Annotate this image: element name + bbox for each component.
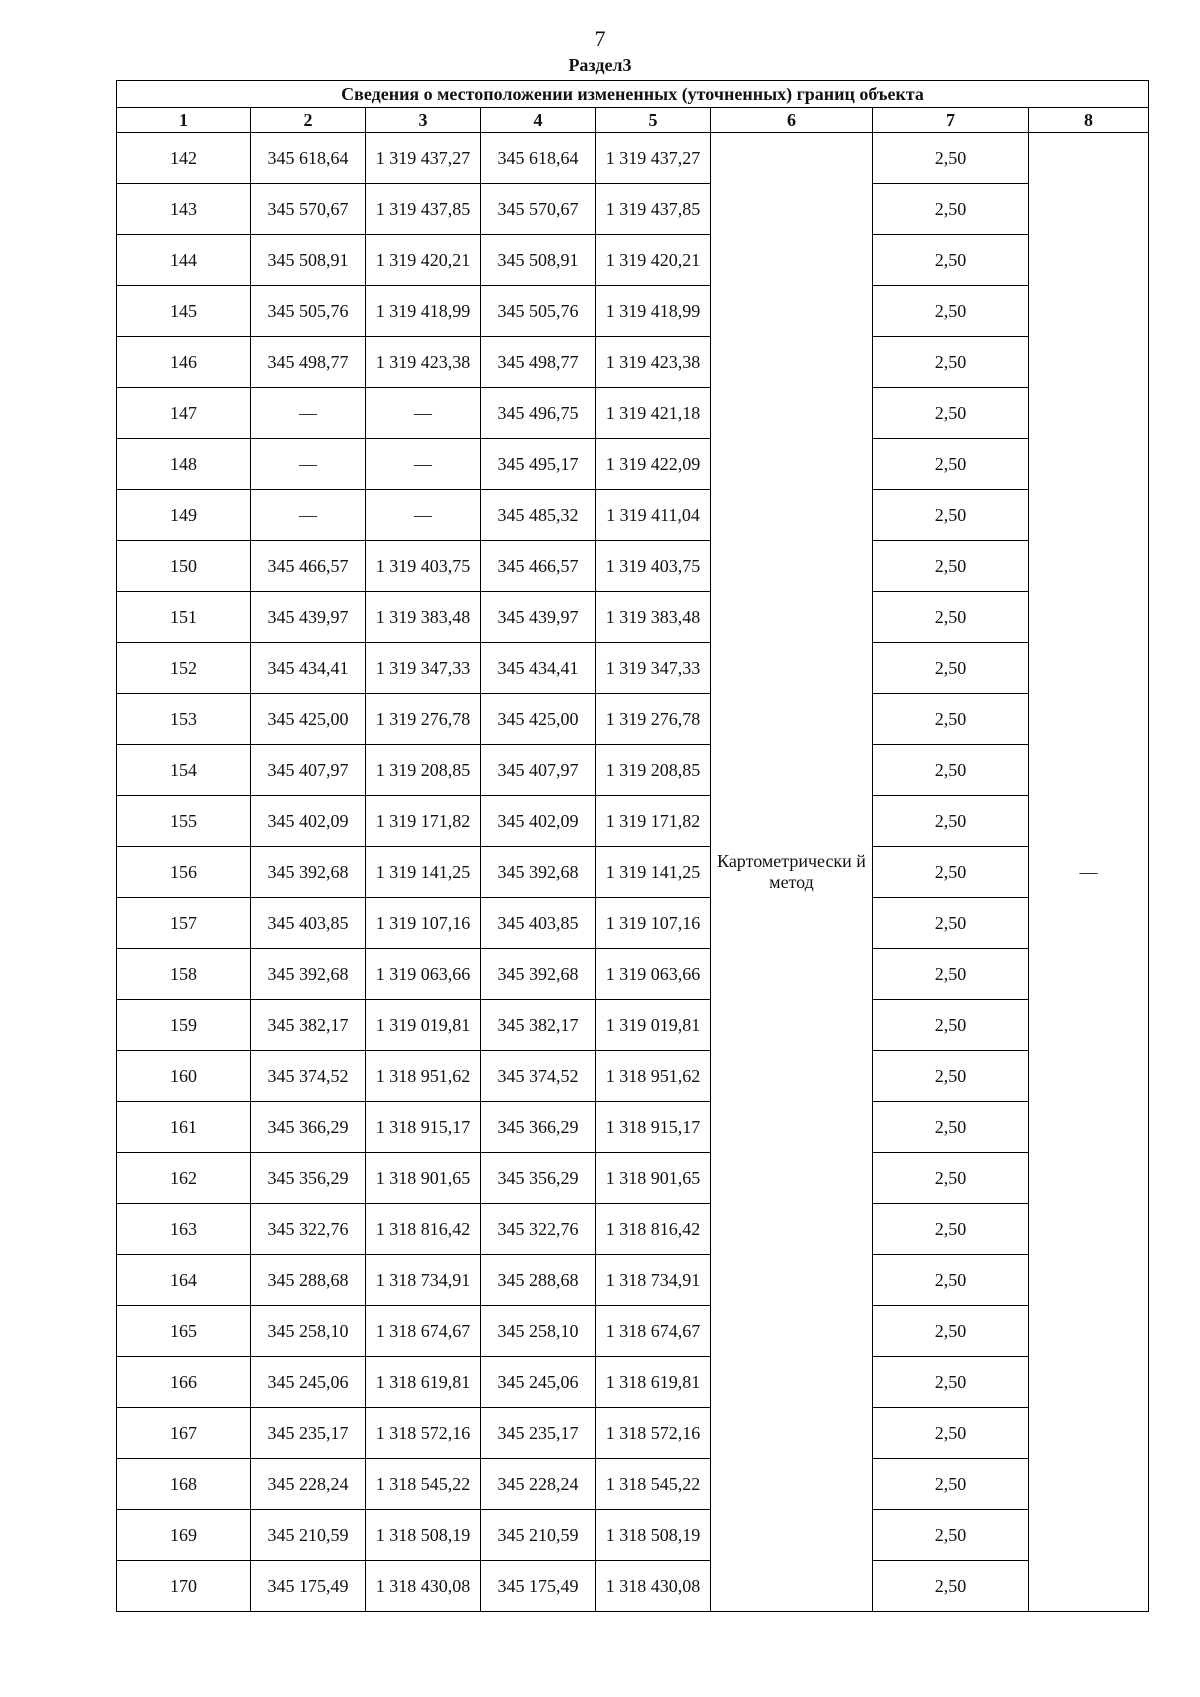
old-y-cell: 1 318 430,08 <box>366 1561 481 1612</box>
method-cell: Картометрически й метод <box>711 133 873 1612</box>
old-x-cell: 345 403,85 <box>251 898 366 949</box>
new-x-cell: 345 366,29 <box>481 1102 596 1153</box>
old-y-cell: 1 319 418,99 <box>366 286 481 337</box>
precision-cell: 2,50 <box>873 388 1029 439</box>
new-x-cell: 345 374,52 <box>481 1051 596 1102</box>
column-number-4: 4 <box>481 108 596 133</box>
new-y-cell: 1 319 171,82 <box>596 796 711 847</box>
precision-cell: 2,50 <box>873 337 1029 388</box>
precision-cell: 2,50 <box>873 745 1029 796</box>
point-number-cell: 151 <box>117 592 251 643</box>
precision-cell: 2,50 <box>873 286 1029 337</box>
table-row <box>117 643 1149 694</box>
table-row <box>117 796 1149 847</box>
new-y-cell: 1 319 276,78 <box>596 694 711 745</box>
precision-cell: 2,50 <box>873 439 1029 490</box>
new-y-cell: 1 319 437,27 <box>596 133 711 184</box>
new-y-cell: 1 319 141,25 <box>596 847 711 898</box>
precision-cell: 2,50 <box>873 592 1029 643</box>
precision-cell: 2,50 <box>873 541 1029 592</box>
old-x-cell: 345 425,00 <box>251 694 366 745</box>
coordinates-table <box>116 80 1149 1612</box>
table-row <box>117 133 1149 184</box>
new-y-cell: 1 318 901,65 <box>596 1153 711 1204</box>
precision-cell: 2,50 <box>873 643 1029 694</box>
new-y-cell: 1 318 572,16 <box>596 1408 711 1459</box>
point-number-cell: 168 <box>117 1459 251 1510</box>
precision-cell: 2,50 <box>873 1102 1029 1153</box>
precision-cell: 2,50 <box>873 490 1029 541</box>
column-8-value: — <box>1029 133 1149 1612</box>
old-y-cell: 1 319 437,27 <box>366 133 481 184</box>
new-y-cell: 1 318 545,22 <box>596 1459 711 1510</box>
old-y-cell: 1 318 545,22 <box>366 1459 481 1510</box>
old-y-cell: — <box>366 388 481 439</box>
old-x-cell: 345 210,59 <box>251 1510 366 1561</box>
precision-cell: 2,50 <box>873 1459 1029 1510</box>
old-y-cell: 1 318 508,19 <box>366 1510 481 1561</box>
old-y-cell: 1 318 674,67 <box>366 1306 481 1357</box>
table-row <box>117 1306 1149 1357</box>
old-x-cell: 345 508,91 <box>251 235 366 286</box>
point-number-cell: 157 <box>117 898 251 949</box>
point-number-cell: 147 <box>117 388 251 439</box>
old-x-cell: 345 407,97 <box>251 745 366 796</box>
point-number-cell: 164 <box>117 1255 251 1306</box>
old-y-cell: 1 318 915,17 <box>366 1102 481 1153</box>
table-row <box>117 1459 1149 1510</box>
table-row <box>117 1102 1149 1153</box>
point-number-cell: 154 <box>117 745 251 796</box>
new-x-cell: 345 392,68 <box>481 847 596 898</box>
old-x-cell: 345 228,24 <box>251 1459 366 1510</box>
old-y-cell: 1 319 403,75 <box>366 541 481 592</box>
new-x-cell: 345 434,41 <box>481 643 596 694</box>
table-row <box>117 337 1149 388</box>
table-row <box>117 235 1149 286</box>
point-number-cell: 155 <box>117 796 251 847</box>
old-x-cell: 345 498,77 <box>251 337 366 388</box>
table-row <box>117 847 1149 898</box>
point-number-cell: 143 <box>117 184 251 235</box>
precision-cell: 2,50 <box>873 1306 1029 1357</box>
old-y-cell: 1 319 420,21 <box>366 235 481 286</box>
new-x-cell: 345 356,29 <box>481 1153 596 1204</box>
table-row <box>117 592 1149 643</box>
point-number-cell: 167 <box>117 1408 251 1459</box>
new-y-cell: 1 319 418,99 <box>596 286 711 337</box>
point-number-cell: 159 <box>117 1000 251 1051</box>
old-y-cell: 1 318 816,42 <box>366 1204 481 1255</box>
old-x-cell: 345 366,29 <box>251 1102 366 1153</box>
old-x-cell: 345 439,97 <box>251 592 366 643</box>
precision-cell: 2,50 <box>873 847 1029 898</box>
old-y-cell: 1 318 734,91 <box>366 1255 481 1306</box>
table-row <box>117 1357 1149 1408</box>
new-x-cell: 345 382,17 <box>481 1000 596 1051</box>
precision-cell: 2,50 <box>873 796 1029 847</box>
old-x-cell: 345 356,29 <box>251 1153 366 1204</box>
new-y-cell: 1 318 816,42 <box>596 1204 711 1255</box>
point-number-cell: 146 <box>117 337 251 388</box>
old-y-cell: 1 319 019,81 <box>366 1000 481 1051</box>
table-row <box>117 1561 1149 1612</box>
precision-cell: 2,50 <box>873 1561 1029 1612</box>
new-x-cell: 345 495,17 <box>481 439 596 490</box>
new-y-cell: 1 319 437,85 <box>596 184 711 235</box>
point-number-cell: 145 <box>117 286 251 337</box>
new-y-cell: 1 318 430,08 <box>596 1561 711 1612</box>
precision-cell: 2,50 <box>873 694 1029 745</box>
point-number-cell: 170 <box>117 1561 251 1612</box>
point-number-cell: 163 <box>117 1204 251 1255</box>
new-x-cell: 345 228,24 <box>481 1459 596 1510</box>
column-number-2: 2 <box>251 108 366 133</box>
old-y-cell: 1 318 951,62 <box>366 1051 481 1102</box>
old-x-cell: 345 434,41 <box>251 643 366 694</box>
old-y-cell: — <box>366 490 481 541</box>
precision-cell: 2,50 <box>873 184 1029 235</box>
new-y-cell: 1 319 107,16 <box>596 898 711 949</box>
new-x-cell: 345 392,68 <box>481 949 596 1000</box>
column-number-8: 8 <box>1029 108 1149 133</box>
old-x-cell: 345 235,17 <box>251 1408 366 1459</box>
table-row <box>117 1051 1149 1102</box>
precision-cell: 2,50 <box>873 1000 1029 1051</box>
column-number-1: 1 <box>117 108 251 133</box>
old-x-cell: — <box>251 439 366 490</box>
point-number-cell: 144 <box>117 235 251 286</box>
new-y-cell: 1 318 915,17 <box>596 1102 711 1153</box>
table-row <box>117 184 1149 235</box>
new-y-cell: 1 319 411,04 <box>596 490 711 541</box>
precision-cell: 2,50 <box>873 1510 1029 1561</box>
new-y-cell: 1 319 421,18 <box>596 388 711 439</box>
table-row <box>117 1000 1149 1051</box>
new-y-cell: 1 319 208,85 <box>596 745 711 796</box>
table-row <box>117 1408 1149 1459</box>
point-number-cell: 142 <box>117 133 251 184</box>
table-row <box>117 490 1149 541</box>
old-y-cell: 1 319 107,16 <box>366 898 481 949</box>
old-y-cell: 1 319 141,25 <box>366 847 481 898</box>
old-x-cell: 345 258,10 <box>251 1306 366 1357</box>
new-y-cell: 1 319 019,81 <box>596 1000 711 1051</box>
old-y-cell: 1 319 063,66 <box>366 949 481 1000</box>
new-x-cell: 345 425,00 <box>481 694 596 745</box>
new-x-cell: 345 618,64 <box>481 133 596 184</box>
point-number-cell: 160 <box>117 1051 251 1102</box>
new-y-cell: 1 318 674,67 <box>596 1306 711 1357</box>
point-number-cell: 148 <box>117 439 251 490</box>
new-x-cell: 345 496,75 <box>481 388 596 439</box>
column-number-5: 5 <box>596 108 711 133</box>
column-number-row <box>117 108 1149 133</box>
old-x-cell: 345 382,17 <box>251 1000 366 1051</box>
new-x-cell: 345 175,49 <box>481 1561 596 1612</box>
precision-cell: 2,50 <box>873 1255 1029 1306</box>
precision-cell: 2,50 <box>873 1357 1029 1408</box>
new-y-cell: 1 319 423,38 <box>596 337 711 388</box>
old-y-cell: 1 318 619,81 <box>366 1357 481 1408</box>
point-number-cell: 161 <box>117 1102 251 1153</box>
point-number-cell: 166 <box>117 1357 251 1408</box>
new-x-cell: 345 505,76 <box>481 286 596 337</box>
page-number: 7 <box>594 26 606 51</box>
column-number-6: 6 <box>711 108 873 133</box>
new-y-cell: 1 318 734,91 <box>596 1255 711 1306</box>
table-row <box>117 1255 1149 1306</box>
old-x-cell: 345 505,76 <box>251 286 366 337</box>
new-x-cell: 345 245,06 <box>481 1357 596 1408</box>
new-x-cell: 345 508,91 <box>481 235 596 286</box>
table-row <box>117 439 1149 490</box>
precision-cell: 2,50 <box>873 1408 1029 1459</box>
point-number-cell: 165 <box>117 1306 251 1357</box>
new-x-cell: 345 210,59 <box>481 1510 596 1561</box>
new-y-cell: 1 318 508,19 <box>596 1510 711 1561</box>
table-row <box>117 694 1149 745</box>
old-x-cell: 345 466,57 <box>251 541 366 592</box>
old-x-cell: 345 570,67 <box>251 184 366 235</box>
new-x-cell: 345 407,97 <box>481 745 596 796</box>
old-x-cell: 345 392,68 <box>251 847 366 898</box>
old-x-cell: 345 618,64 <box>251 133 366 184</box>
new-y-cell: 1 319 383,48 <box>596 592 711 643</box>
table-body <box>117 133 1149 1612</box>
point-number-cell: 169 <box>117 1510 251 1561</box>
new-x-cell: 345 258,10 <box>481 1306 596 1357</box>
table-row <box>117 541 1149 592</box>
table-row <box>117 1153 1149 1204</box>
old-y-cell: 1 319 276,78 <box>366 694 481 745</box>
old-y-cell: 1 319 437,85 <box>366 184 481 235</box>
table-caption: Сведения о местоположении измененных (уточненных) границ объекта <box>117 81 1149 108</box>
point-number-cell: 156 <box>117 847 251 898</box>
point-number-cell: 158 <box>117 949 251 1000</box>
new-y-cell: 1 319 063,66 <box>596 949 711 1000</box>
old-y-cell: 1 319 423,38 <box>366 337 481 388</box>
precision-cell: 2,50 <box>873 949 1029 1000</box>
precision-cell: 2,50 <box>873 1204 1029 1255</box>
table-row <box>117 1510 1149 1561</box>
old-y-cell: — <box>366 439 481 490</box>
column-number-7: 7 <box>873 108 1029 133</box>
new-x-cell: 345 466,57 <box>481 541 596 592</box>
table-row <box>117 286 1149 337</box>
new-y-cell: 1 318 619,81 <box>596 1357 711 1408</box>
new-x-cell: 345 570,67 <box>481 184 596 235</box>
old-y-cell: 1 318 901,65 <box>366 1153 481 1204</box>
new-x-cell: 345 402,09 <box>481 796 596 847</box>
old-x-cell: 345 402,09 <box>251 796 366 847</box>
old-x-cell: 345 175,49 <box>251 1561 366 1612</box>
old-x-cell: 345 288,68 <box>251 1255 366 1306</box>
table-row <box>117 1204 1149 1255</box>
old-x-cell: 345 392,68 <box>251 949 366 1000</box>
precision-cell: 2,50 <box>873 235 1029 286</box>
old-y-cell: 1 319 208,85 <box>366 745 481 796</box>
old-y-cell: 1 318 572,16 <box>366 1408 481 1459</box>
table-row <box>117 388 1149 439</box>
old-x-cell: — <box>251 388 366 439</box>
new-y-cell: 1 319 403,75 <box>596 541 711 592</box>
new-x-cell: 345 403,85 <box>481 898 596 949</box>
old-y-cell: 1 319 347,33 <box>366 643 481 694</box>
old-x-cell: 345 322,76 <box>251 1204 366 1255</box>
section-title: Раздел3 <box>568 55 632 75</box>
new-x-cell: 345 322,76 <box>481 1204 596 1255</box>
precision-cell: 2,50 <box>873 133 1029 184</box>
point-number-cell: 150 <box>117 541 251 592</box>
precision-cell: 2,50 <box>873 898 1029 949</box>
new-y-cell: 1 319 347,33 <box>596 643 711 694</box>
precision-cell: 2,50 <box>873 1051 1029 1102</box>
new-x-cell: 345 498,77 <box>481 337 596 388</box>
new-x-cell: 345 485,32 <box>481 490 596 541</box>
old-y-cell: 1 319 171,82 <box>366 796 481 847</box>
new-x-cell: 345 235,17 <box>481 1408 596 1459</box>
column-number-3: 3 <box>366 108 481 133</box>
point-number-cell: 153 <box>117 694 251 745</box>
point-number-cell: 149 <box>117 490 251 541</box>
new-x-cell: 345 288,68 <box>481 1255 596 1306</box>
new-y-cell: 1 319 420,21 <box>596 235 711 286</box>
point-number-cell: 162 <box>117 1153 251 1204</box>
new-x-cell: 345 439,97 <box>481 592 596 643</box>
point-number-cell: 152 <box>117 643 251 694</box>
table-row <box>117 949 1149 1000</box>
old-y-cell: 1 319 383,48 <box>366 592 481 643</box>
new-y-cell: 1 319 422,09 <box>596 439 711 490</box>
old-x-cell: 345 245,06 <box>251 1357 366 1408</box>
precision-cell: 2,50 <box>873 1153 1029 1204</box>
old-x-cell: — <box>251 490 366 541</box>
old-x-cell: 345 374,52 <box>251 1051 366 1102</box>
new-y-cell: 1 318 951,62 <box>596 1051 711 1102</box>
table-row <box>117 898 1149 949</box>
table-row <box>117 745 1149 796</box>
